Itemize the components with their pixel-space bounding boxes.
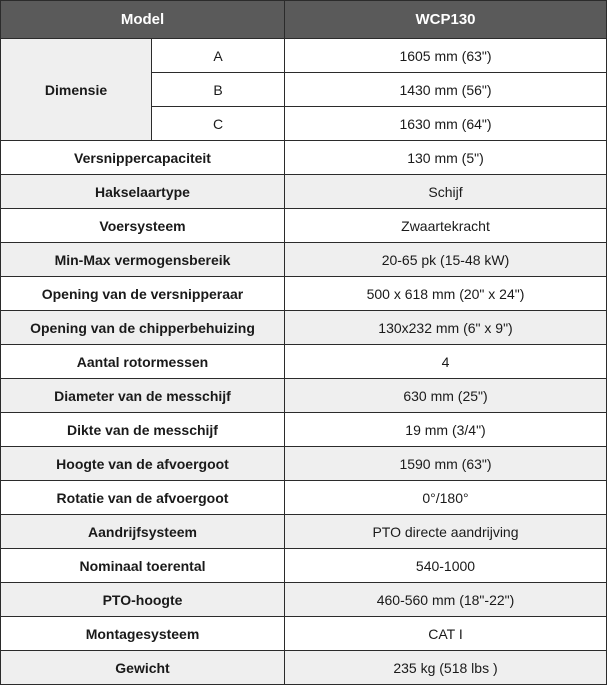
table-row: [1, 209, 607, 243]
row-value: 130 mm (5"): [285, 141, 607, 175]
dimension-value: 1605 mm (63"): [285, 39, 607, 73]
dimension-key: C: [152, 107, 285, 141]
row-value: 540-1000: [285, 549, 607, 583]
row-label: Aandrijfsysteem: [1, 515, 285, 549]
table-row: [1, 447, 607, 481]
dimension-key: A: [152, 39, 285, 73]
row-label: Voersysteem: [1, 209, 285, 243]
row-label: Opening van de chipperbehuizing: [1, 311, 285, 345]
dimension-label: Dimensie: [1, 39, 152, 141]
row-value: 130x232 mm (6" x 9"): [285, 311, 607, 345]
dimension-value: 1630 mm (64"): [285, 107, 607, 141]
row-label: Nominaal toerental: [1, 549, 285, 583]
row-label: Opening van de versnipperaar: [1, 277, 285, 311]
row-value: Zwaartekracht: [285, 209, 607, 243]
table-row: [1, 277, 607, 311]
row-value: 0°/180°: [285, 481, 607, 515]
table-row: [1, 141, 607, 175]
dimension-value: 1430 mm (56"): [285, 73, 607, 107]
row-value: 235 kg (518 lbs ): [285, 651, 607, 685]
table-row: [1, 345, 607, 379]
row-label: Hoogte van de afvoergoot: [1, 447, 285, 481]
row-label: PTO-hoogte: [1, 583, 285, 617]
row-label: Gewicht: [1, 651, 285, 685]
row-label: Min-Max vermogensbereik: [1, 243, 285, 277]
table-row: [1, 651, 607, 685]
row-value: 460-560 mm (18"-22"): [285, 583, 607, 617]
table-row: [1, 583, 607, 617]
table-row: [1, 413, 607, 447]
row-label: Rotatie van de afvoergoot: [1, 481, 285, 515]
table-row: [1, 311, 607, 345]
dimension-row: [1, 39, 607, 73]
table-row: [1, 379, 607, 413]
table-row: [1, 243, 607, 277]
row-label: Dikte van de messchijf: [1, 413, 285, 447]
row-label: Versnippercapaciteit: [1, 141, 285, 175]
row-value: CAT I: [285, 617, 607, 651]
table-row: [1, 481, 607, 515]
row-value: 20-65 pk (15-48 kW): [285, 243, 607, 277]
row-label: Aantal rotormessen: [1, 345, 285, 379]
row-value: Schijf: [285, 175, 607, 209]
table-row: [1, 515, 607, 549]
row-label: Montagesysteem: [1, 617, 285, 651]
row-value: 630 mm (25"): [285, 379, 607, 413]
row-value: 500 x 618 mm (20" x 24"): [285, 277, 607, 311]
row-value: 1590 mm (63"): [285, 447, 607, 481]
table-row: [1, 549, 607, 583]
header-model: Model: [1, 1, 285, 39]
header-row: [1, 1, 607, 39]
row-label: Diameter van de messchijf: [1, 379, 285, 413]
row-label: Hakselaartype: [1, 175, 285, 209]
row-value: 4: [285, 345, 607, 379]
table-row: [1, 175, 607, 209]
header-product: WCP130: [285, 1, 607, 39]
dimension-key: B: [152, 73, 285, 107]
row-value: 19 mm (3/4"): [285, 413, 607, 447]
row-value: PTO directe aandrijving: [285, 515, 607, 549]
table-row: [1, 617, 607, 651]
